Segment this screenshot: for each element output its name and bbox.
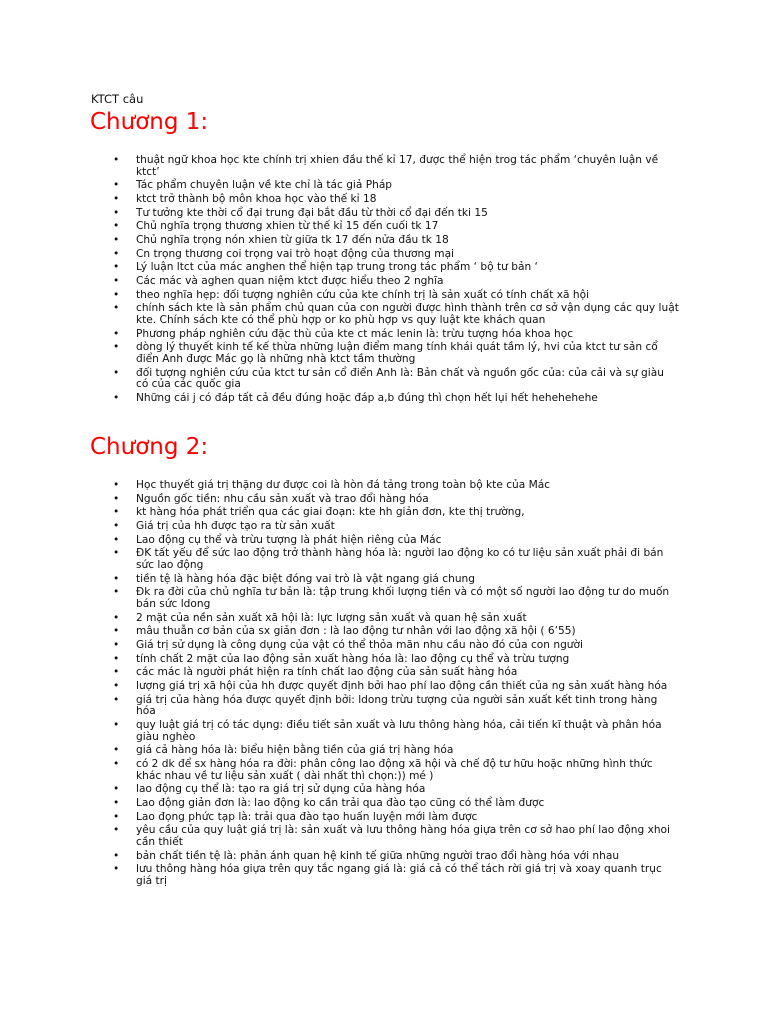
list-item: • Chủ nghĩa trọng nón xhien từ giữa tk 17 đến nửa đầu tk 18	[0, 235, 679, 247]
list-item: • ktct trở thành bộ môn khoa học vào thế kỉ 18	[0, 194, 679, 206]
list-item: • Phương pháp nghiên cứu đặc thù của kte ct mác lenin là: trừu tượng hóa khoa học	[0, 329, 679, 341]
list-item: • 2 mặt của nền sản xuất xã hội là: lực lượng sản xuất và quan hệ sản xuất	[0, 613, 679, 625]
list-item: • Các mác và aghen quan niệm ktct được hiểu theo 2 nghĩa	[0, 276, 679, 288]
list-item: • yêu cầu của quy luật giá trị là: sản xuất và lưu thông hàng hóa giựa trên cơ sở hao phí lao động xhoi cần thiết	[0, 825, 679, 848]
list-item: • Lao động cụ thể và trừu tượng là phát hiện riêng của Mác	[0, 535, 679, 547]
list-item: • quy luật giá trị có tác dụng: điều tiết sản xuất và lưu thông hàng hóa, cải tiến kĩ thuật và phân hóa giàu nghèo	[0, 720, 679, 743]
list-item: • Lao đọng phức tạp là: trải qua đào tạo huấn luyện mới làm được	[0, 812, 679, 824]
chapter-2-heading: Chương 2:	[90, 434, 209, 460]
chapter-1-list	[0, 155, 768, 407]
chapter-2-list	[0, 480, 768, 890]
list-item: • có 2 dk để sx hàng hóa ra đời: phân công lao động xã hội và chế độ tư hữu hoặc những hình thức khác nhau về tư liệu sản xuất ( dài nhất thì chọn:)) mé )	[0, 759, 679, 782]
document-label: KTCT câu	[91, 92, 144, 106]
list-item: • tiền tệ là hàng hóa đặc biệt đóng vai trò là vật ngang giá chung	[0, 574, 679, 586]
list-item: • ĐK tất yếu để sức lao động trở thành hàng hóa là: người lao động ko có tư liệu sản xuất phải đi bán sức lao động	[0, 548, 679, 571]
list-item: • theo nghĩa hẹp: đối tượng nghiên cứu của kte chính trị là sản xuất có tính chất xã hội	[0, 290, 679, 302]
list-item: • Lao động giản đơn là: lao động ko cần trải qua đào tạo cũng có thể làm được	[0, 798, 679, 810]
list-item: • thuật ngữ khoa học kte chính trị xhien đầu thế kỉ 17, được thể hiện trog tác phẩm ‘chuyên luận về ktct’	[0, 155, 679, 178]
list-item: • Tác phẩm chuyên luận về kte chỉ là tác giả Pháp	[0, 180, 679, 192]
list-item: • bản chất tiền tệ là: phản ánh quan hệ kinh tế giữa những người trao đổi hàng hóa với nhau	[0, 851, 679, 863]
list-item: • các mác là người phát hiện ra tính chất lao động của sản suất hàng hóa	[0, 667, 679, 679]
list-item: • Tư tưởng kte thời cổ đại trung đại bắt đầu từ thời cổ đại đến tki 15	[0, 208, 679, 220]
list-item: • đối tượng nghiên cứu của ktct tư sản cổ điển Anh là: Bản chất và nguồn gốc của: của cải và sự giàu có của các quốc gia	[0, 368, 679, 391]
list-item: • giá trị của hàng hóa được quyết định bởi: ldong trừu tượng của người sản xuất kết tinh trong hàng hóa	[0, 695, 679, 718]
list-item: • Giá trị sử dụng là công dụng của vật có thể thỏa mãn nhu cầu nào đó của con người	[0, 640, 679, 652]
list-item: • kt hàng hóa phát triển qua các giai đoạn: kte hh giản đơn, kte thị trường,	[0, 507, 679, 519]
list-item: • tính chất 2 mặt của lao động sản xuất hàng hóa là: lao động cụ thể và trừu tượng	[0, 654, 679, 666]
list-item: • mâu thuẫn cơ bản của sx giản đơn : là lao động tư nhân với lao động xã hội ( 6’55)	[0, 626, 679, 638]
chapter-1-heading: Chương 1:	[90, 109, 209, 135]
list-item: • giá cả hàng hóa là: biểu hiện bằng tiền của giá trị hàng hóa	[0, 745, 679, 757]
list-item: • Giá trị của hh được tạo ra từ sản xuất	[0, 521, 679, 533]
list-item: • Học thuyết giá trị thặng dư được coi là hòn đá tảng trong toàn bộ kte của Mác	[0, 480, 679, 492]
list-item: • Nguồn gốc tiền: nhu cầu sản xuất và trao đổi hàng hóa	[0, 494, 679, 506]
list-item: • lưu thông hàng hóa giựa trên quy tắc ngang giá là: giá cả có thể tách rời giá trị và xoay quanh trục giá trị	[0, 864, 679, 887]
list-item: • Cn trọng thương coi trọng vai trò hoạt động của thương mại	[0, 249, 679, 261]
list-item: • Lý luận ltct của mác anghen thể hiện tạp trung trong tác phẩm ‘ bộ tư bản ‘	[0, 262, 679, 274]
list-item: • Đk ra đời của chủ nghĩa tư bản là: tập trung khối lượng tiền và có một số người lao động tư do muốn bán sức ldong	[0, 587, 679, 610]
list-item: • chính sách kte là sản phẩm chủ quan của con người được hình thành trên cơ sở vận dụng các quy luật kte. Chính sách kte có thể phù hợp or ko phù hợp vs quy luật kte khách quan	[0, 303, 679, 326]
list-item: • Những cái j có đáp tất cả đều đúng hoặc đáp a,b đúng thì chọn hết lụi hết hehehehehe	[0, 393, 679, 405]
list-item: • dòng lý thuyết kinh tế kế thừa những luận điểm mang tính khái quát tầm lý, hvi của ktct tư sản cổ điển Anh được Mác gọ là những nhà ktct tầm thường	[0, 342, 679, 365]
list-item: • Chủ nghĩa trọng thương xhien từ thế kỉ 15 đến cuối tk 17	[0, 221, 679, 233]
list-item: • lao động cụ thể là: tạo ra giá trị sử dụng của hàng hóa	[0, 784, 679, 796]
list-item: • lượng giá trị xã hội của hh được quyết định bởi hao phí lao động cần thiết của ng sản xuất hàng hóa	[0, 681, 679, 693]
